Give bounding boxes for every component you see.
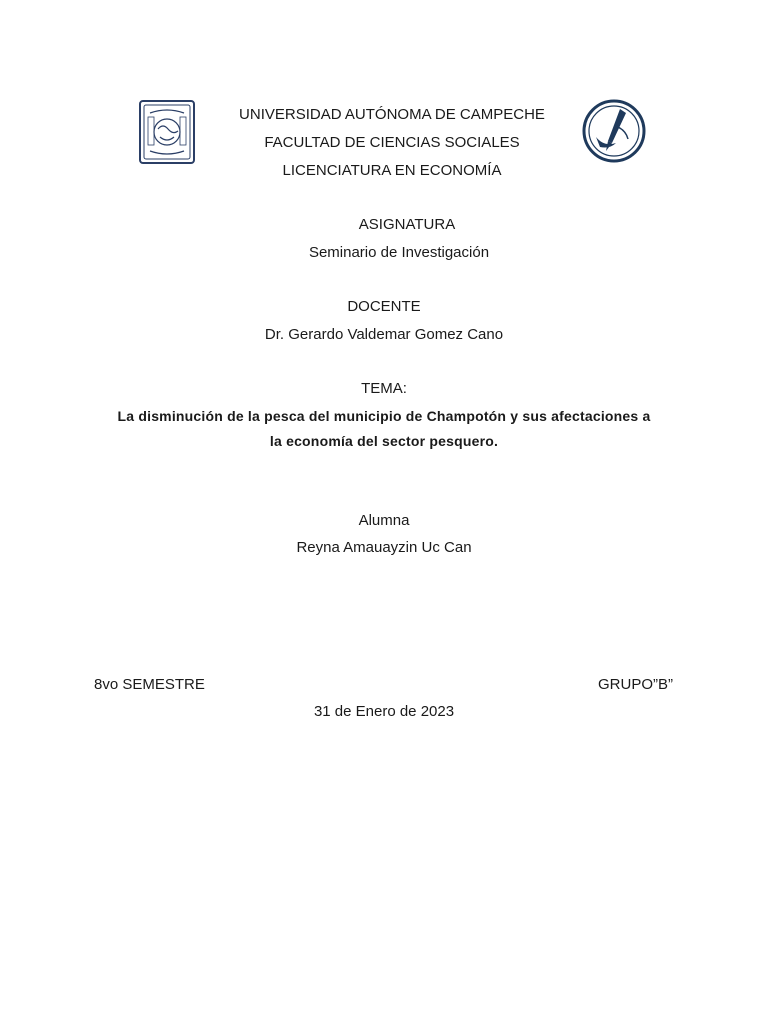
topic-title-line-1: La disminución de la pesca del municipio de Champotón y sus afectaciones a bbox=[117, 408, 651, 424]
semester: 8vo SEMESTRE bbox=[94, 676, 205, 693]
subject-value: Seminario de Investigación bbox=[308, 244, 490, 261]
topic-label: TEMA: bbox=[361, 380, 407, 397]
faculty-name: FACULTAD DE CIENCIAS SOCIALES bbox=[264, 134, 520, 151]
program-name: LICENCIATURA EN ECONOMÍA bbox=[282, 162, 502, 179]
teacher-label: DOCENTE bbox=[347, 298, 421, 315]
topic-title-line-2: la economía del sector pesquero. bbox=[269, 433, 499, 449]
student-label: Alumna bbox=[358, 512, 410, 529]
subject-label: ASIGNATURA bbox=[358, 216, 456, 233]
teacher-name: Dr. Gerardo Valdemar Gomez Cano bbox=[264, 326, 504, 343]
group: GRUPO”B” bbox=[598, 676, 673, 693]
university-name: UNIVERSIDAD AUTÓNOMA DE CAMPECHE bbox=[239, 106, 545, 123]
student-name: Reyna Amauayzin Uc Can bbox=[296, 539, 472, 556]
date: 31 de Enero de 2023 bbox=[313, 703, 455, 720]
